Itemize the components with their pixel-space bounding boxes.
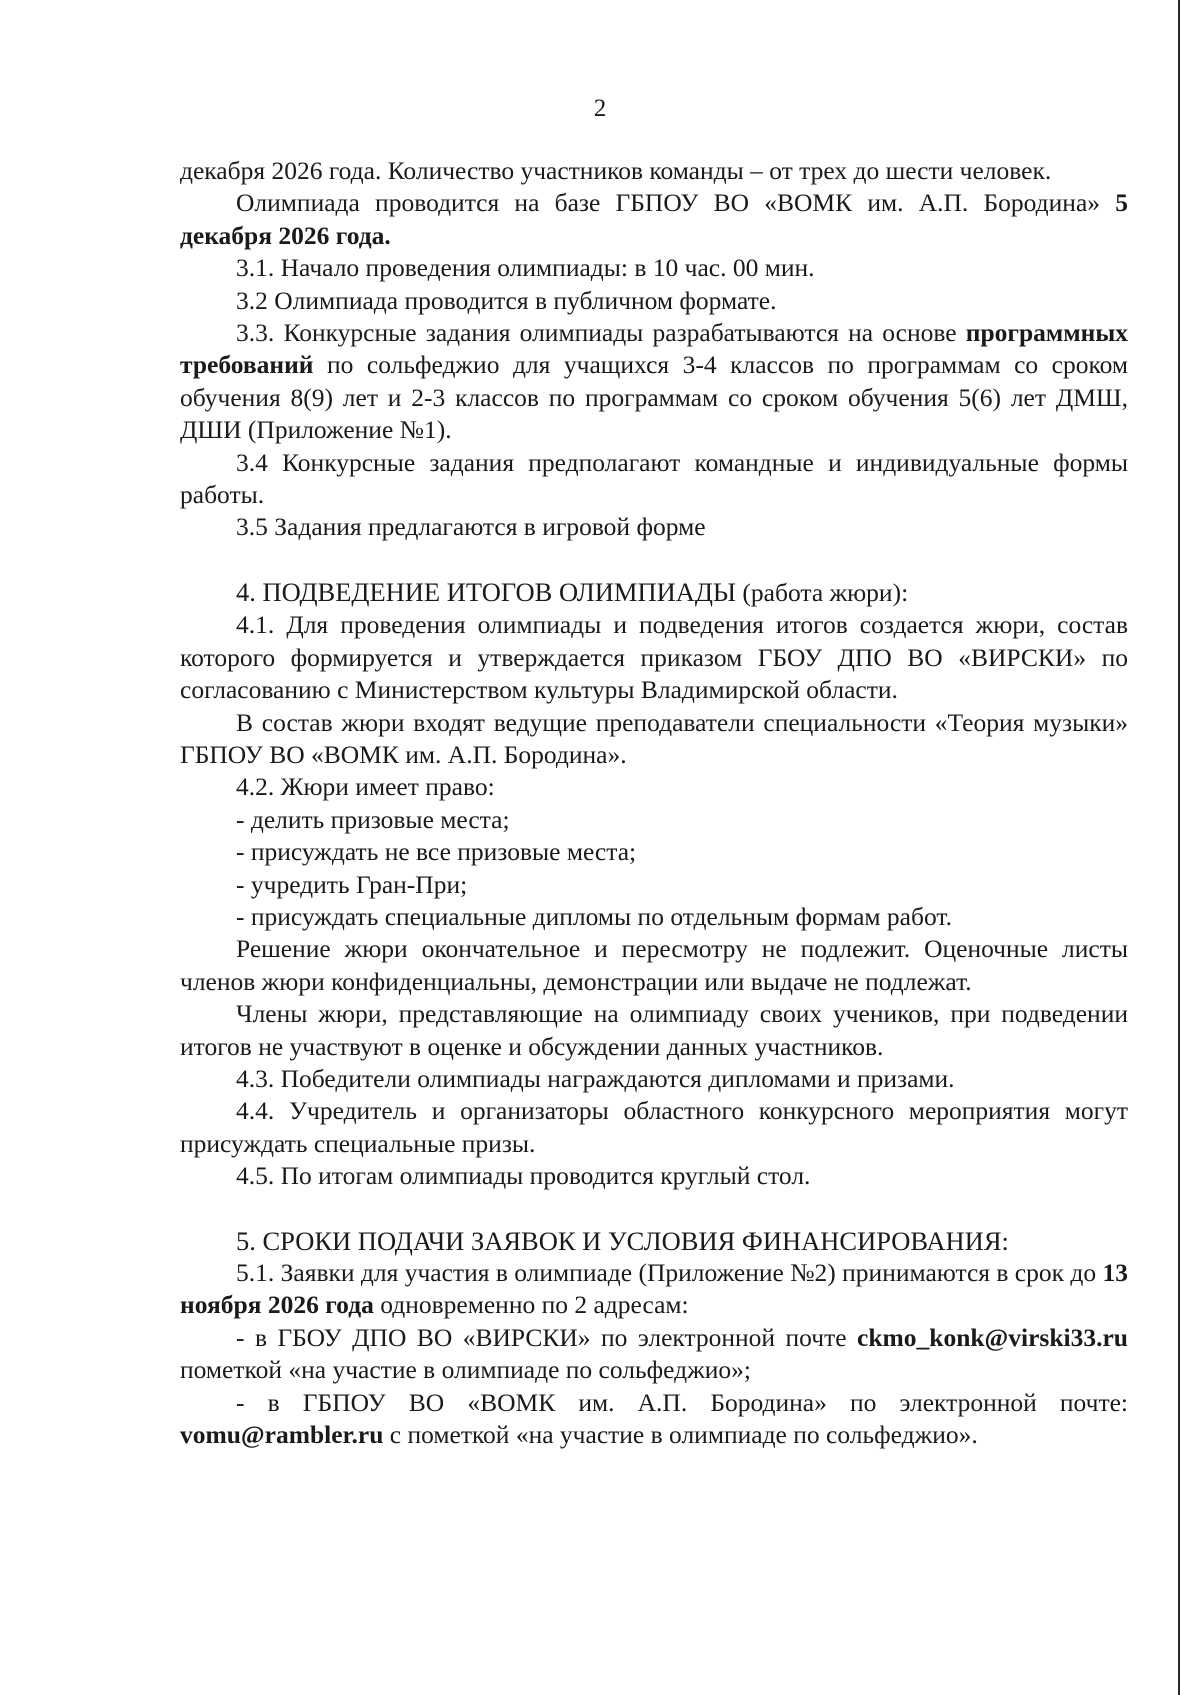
section-4-note: (работа жюри): [736, 577, 909, 607]
section-4-heading [180, 576, 1128, 609]
item-4-3: 4.3. Победители олимпиады награждаются дипломами и призами. [236, 1063, 955, 1093]
item-3-3-bold: программных требований [180, 318, 1128, 380]
item-3-5: 3.5 Задания предлагаются в игровой форме [236, 512, 706, 542]
section-4-title: 4. ПОДВЕДЕНИЕ ИТОГОВ ОЛИМПИАДЫ [236, 576, 737, 607]
item-4-1: 4.1. Для проведения олимпиады и подведения итогов создается жюри, состав которого формируется и утверждается приказом ГБОУ ДПО ВО «ВИРСКИ» по согласованию с Министерством культуры Владимирской области. [180, 610, 1128, 705]
jury-right-item: - учредить Гран-При; [236, 869, 468, 899]
item-3-1: 3.1. Начало проведения олимпиады: в 10 час. 00 мин. [236, 253, 815, 283]
address-virski [180, 1322, 1128, 1387]
venue-date: 5 декабря 2026 года [180, 188, 1128, 250]
paragraph-venue [180, 187, 1128, 252]
item-3-3 [180, 317, 1128, 447]
jury-right-item: - делить призовые места; [236, 804, 510, 834]
venue-date-end: . [384, 220, 391, 250]
item-4-5: 4.5. По итогам олимпиады проводится круглый стол. [236, 1161, 811, 1191]
email-virski[interactable]: ckmo_konk@virski33.ru [857, 1322, 1128, 1352]
item-5-1 [180, 1257, 1128, 1322]
venue-text: Олимпиада проводится на базе ГБПОУ ВО «ВОМК им. А.П. Бородина» [236, 188, 1116, 218]
section-5-heading: 5. СРОКИ ПОДАЧИ ЗАЯВОК И УСЛОВИЯ ФИНАНСИРОВАНИЯ: [236, 1225, 1009, 1256]
address-virski-text: - в ГБОУ ДПО ВО «ВИРСКИ» по электронной почте [236, 1322, 858, 1352]
document-body [180, 155, 1128, 1451]
address-vomk-text: - в ГБПОУ ВО «ВОМК им. А.П. Бородина» по электронной почте: [236, 1387, 1128, 1417]
jury-right-item: - присуждать не все призовые места; [236, 837, 637, 867]
paragraph-team-size: декабря 2026 года. Количество участников команды – от трех до шести человек. [180, 156, 1052, 185]
page-edge-line [1178, 0, 1180, 1695]
jury-right-item: - присуждать специальные дипломы по отдельным формам работ. [236, 901, 952, 931]
item-3-2: 3.2 Олимпиада проводится в публичном формате. [236, 285, 777, 315]
item-5-1-end: одновременно по 2 адресам: [373, 1290, 689, 1320]
deadline-date: 13 ноября 2026 года [180, 1258, 1128, 1320]
item-4-2: 4.2. Жюри имеет право: [236, 772, 495, 802]
address-virski-end: пометкой «на участие в олимпиаде по сольфеджио»; [180, 1355, 751, 1385]
paragraph-jury-decision: Решение жюри окончательное и пересмотру не подлежит. Оценочные листы членов жюри конфиденциальны, демонстрации или выдаче не подлежат. [180, 934, 1128, 996]
item-3-3-text: 3.3. Конкурсные задания олимпиады разрабатываются на основе [236, 318, 966, 348]
address-vomk-end: с пометкой «на участие в олимпиаде по сольфеджио». [383, 1420, 978, 1450]
page-number: 2 [593, 95, 607, 122]
item-3-4: 3.4 Конкурсные задания предполагают командные и индивидуальные формы работы. [180, 447, 1128, 510]
paragraph-jury-members: В состав жюри входят ведущие преподаватели специальности «Теория музыки» ГБПОУ ВО «ВОМК им. А.П. Бородина». [180, 707, 1128, 769]
item-3-3-end: по сольфеджио для учащихся 3-4 классов по программам со сроком обучения 8(9) лет и 2-3 классов по программам со сроком обучения 5(6) лет ДМШ, ДШИ (Приложение №1). [180, 350, 1128, 445]
item-5-1-text: 5.1. Заявки для участия в олимпиаде (Приложение №2) принимаются в срок до [236, 1258, 1103, 1287]
item-4-4: 4.4. Учредитель и организаторы областного конкурсного мероприятия могут присуждать специальные призы. [180, 1096, 1128, 1158]
paragraph-jury-conflict: Члены жюри, представляющие на олимпиаду своих учеников, при подведении итогов не участвуют в оценке и обсуждении данных участников. [180, 999, 1128, 1061]
address-vomk [180, 1387, 1128, 1452]
email-vomk[interactable]: vomu@rambler.ru [180, 1420, 384, 1450]
